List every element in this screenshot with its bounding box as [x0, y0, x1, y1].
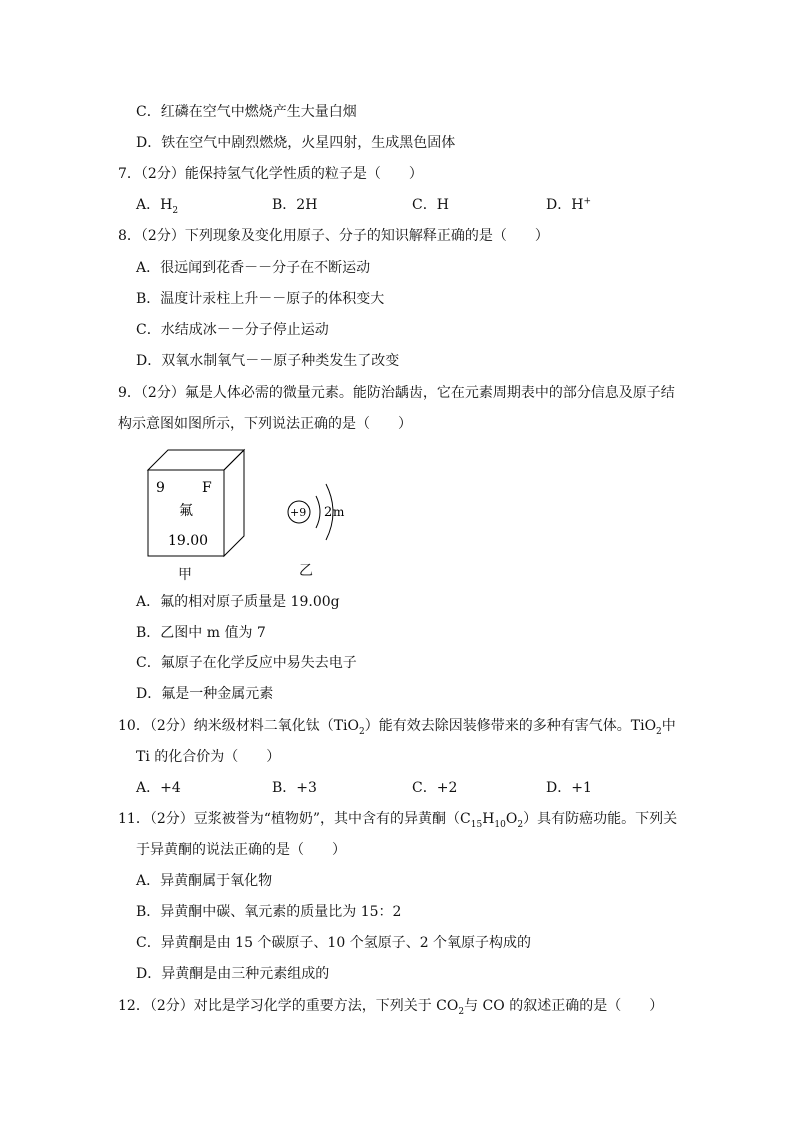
q6-option-c: C．红磷在空气中燃烧产生大量白烟 [136, 104, 357, 120]
q8-option-c: C．水结成冰－－分子停止运动 [136, 322, 329, 338]
shell2-electrons: m [333, 505, 345, 519]
q10-option-a: A．+4 [136, 780, 181, 796]
q7-option-a: A．$H_2$ [136, 197, 179, 216]
q7-stem: 7．（2分）能保持氢气化学性质的粒子是（ ） [118, 166, 423, 182]
shell1-electrons: 2 [324, 505, 333, 520]
q8-option-d: D．双氧水制氧气－－原子种类发生了改变 [136, 353, 400, 369]
q9-stem-line1: 9．（2分）氟是人体必需的微量元素。能防治龋齿，它在元素周期表中的部分信息及原子结 [118, 385, 675, 401]
q10-stem-line1: 10．（2分）纳米级材料二氧化钛（TiO$_2$）能有效去除因装修带来的多种有害气体。TiO$_2$中 [118, 718, 676, 737]
q10-option-b: B．+3 [272, 780, 317, 796]
q8-option-a: A．很远闻到花香－－分子在不断运动 [136, 260, 371, 276]
q9-option-d: D．氟是一种金属元素 [136, 686, 274, 702]
q7-option-d: D．H+ [546, 196, 591, 213]
fluorine-element-cell-figure [140, 444, 250, 564]
figure-label-yi: 乙 [299, 563, 313, 579]
q9-option-a: A．氟的相对原子质量是 19.00g [136, 594, 340, 610]
q11-stem-line2: 于异黄酮的说法正确的是（ ） [136, 842, 346, 858]
q11-option-b: B．异黄酮中碳、氧元素的质量比为 15：2 [136, 904, 402, 920]
cell-symbol: F [202, 480, 212, 496]
fluorine-atom-structure-figure [282, 462, 352, 562]
q9-option-b: B．乙图中 m 值为 7 [136, 625, 266, 641]
cell-atomic-number: 9 [156, 480, 165, 496]
q10-option-d: D．+1 [546, 780, 592, 796]
q8-option-b: B．温度计汞柱上升－－原子的体积变大 [136, 291, 385, 307]
q9-stem-line2: 构示意图如图所示，下列说法正确的是（ ） [118, 416, 412, 432]
cell-atomic-mass: 19.00 [168, 533, 209, 549]
q7-option-b: B．2H [272, 197, 318, 213]
q10-option-c: C．+2 [412, 780, 458, 796]
nucleus-charge: +9 [290, 506, 307, 519]
q10-stem-line2: Ti 的化合价为（ ） [136, 749, 281, 765]
q12-stem: 12．（2分）对比是学习化学的重要方法，下列关于 $CO_2$与 CO 的叙述正确的是（ ） [118, 998, 664, 1017]
q11-option-a: A．异黄酮属于氧化物 [136, 873, 273, 889]
q9-option-c: C．氟原子在化学反应中易失去电子 [136, 655, 357, 671]
q8-stem: 8．（2分）下列现象及变化用原子、分子的知识解释正确的是（ ） [118, 228, 549, 244]
figure-label-jia: 甲 [178, 567, 192, 583]
q6-option-d: D．铁在空气中剧烈燃烧，火星四射，生成黑色固体 [136, 135, 456, 151]
cell-element-name: 氟 [179, 503, 193, 519]
q7-option-c: C．H [412, 197, 449, 213]
q11-stem-line1: 11．（2分）豆浆被誉为“植物奶”，其中含有的异黄酮$(C_{15}H_{10}O_2)$具有防癌功能。下列关 [118, 811, 678, 830]
q11-option-d: D．异黄酮是由三种元素组成的 [136, 966, 330, 982]
q11-option-c: C．异黄酮是由 15 个碳原子、10 个氢原子、2 个氧原子构成的 [136, 935, 532, 951]
